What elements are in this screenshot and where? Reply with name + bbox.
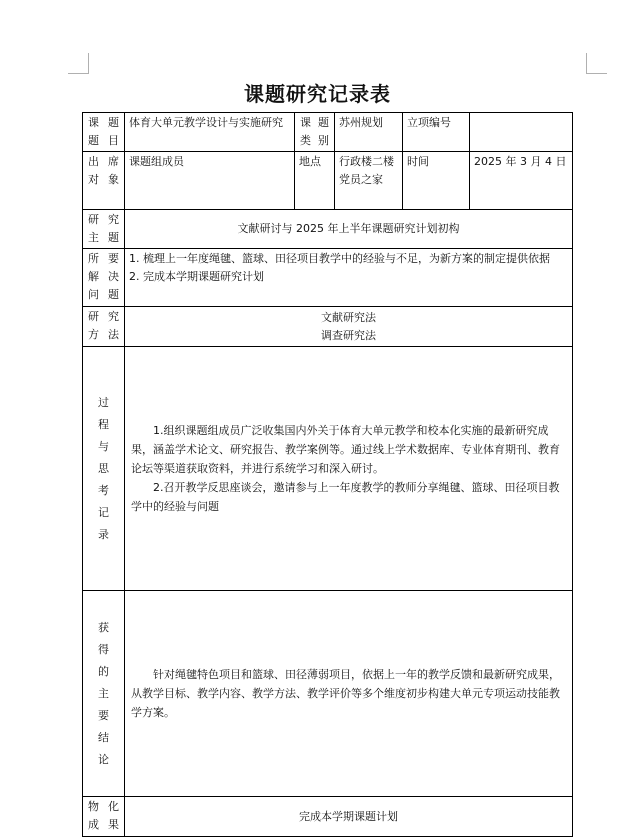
- process-paragraph: 2.召开教学反思座谈会，邀请参与上一年度教学的教师分享绳毽、篮球、田径项目教学中的经验与问题: [131, 481, 560, 513]
- outcome-value: 完成本学期课题计划: [125, 797, 573, 837]
- methods-label: 研 究 方法: [83, 307, 125, 347]
- crop-mark-top-right: [586, 53, 607, 74]
- outcome-label: 物 化 成果: [83, 797, 125, 837]
- process-paragraph: 1.组织课题组成员广泛收集国内外关于体育大单元教学和校本化实施的最新研究成果，涵盖学术论文、研究报告、教学案例等。通过线上学术数据库、专业体育期刊、教育论坛等渠道获取资料，并进行系统学习和深入研讨。: [131, 424, 560, 475]
- research-record-table: [82, 112, 573, 837]
- conclusion-text: [125, 591, 573, 797]
- crop-mark-top-left: [68, 53, 89, 74]
- row-attendees: [83, 152, 573, 210]
- conclusion-label: 获得的主要结论: [83, 591, 125, 797]
- process-text: [125, 347, 573, 591]
- theme-label: 研 究 主题: [83, 210, 125, 249]
- problem-item: 1. 梳理上一年度绳毽、篮球、田径项目教学中的经验与不足，为新方案的制定提供依据: [129, 252, 550, 265]
- method-item: 调查研究法: [321, 328, 376, 342]
- topic-label: 课 题 题目: [83, 113, 125, 152]
- row-topic: [83, 113, 573, 152]
- time-value: 2025 年 3 月 4 日: [470, 152, 573, 210]
- theme-value: 文献研讨与 2025 年上半年课题研究计划初构: [125, 210, 573, 249]
- row-process: [83, 347, 573, 591]
- category-label: 课 题 类别: [295, 113, 335, 152]
- category-value: 苏州规划: [335, 113, 403, 152]
- location-value: 行政楼二楼党员之家: [335, 152, 403, 210]
- attendees-value: 课题组成员: [125, 152, 295, 210]
- project-no-label: 立项编号: [403, 113, 470, 152]
- attendees-label: 出 席 对象: [83, 152, 125, 210]
- method-item: 文献研究法: [321, 310, 376, 324]
- document-title: 课题研究记录表: [244, 82, 391, 106]
- process-label: 过程与思考记录: [83, 347, 125, 591]
- row-problems: [83, 249, 573, 307]
- conclusion-paragraph: 针对绳毽特色项目和篮球、田径薄弱项目，依据上一年的教学反馈和最新研究成果，从教学目标、教学内容、教学方法、教学评价等多个维度初步构建大单元专项运动技能教学方案。: [131, 668, 560, 719]
- row-conclusion: [83, 591, 573, 797]
- problems-list: [125, 249, 573, 307]
- location-label: 地点: [295, 152, 335, 210]
- topic-value: 体育大单元教学设计与实施研究: [125, 113, 295, 152]
- problems-label: 所 要 解 决 问题: [83, 249, 125, 307]
- project-no-value: [470, 113, 573, 152]
- methods-list: [125, 307, 573, 347]
- problem-item: 2. 完成本学期课题研究计划: [129, 270, 264, 283]
- time-label: 时间: [403, 152, 470, 210]
- row-methods: [83, 307, 573, 347]
- row-theme: [83, 210, 573, 249]
